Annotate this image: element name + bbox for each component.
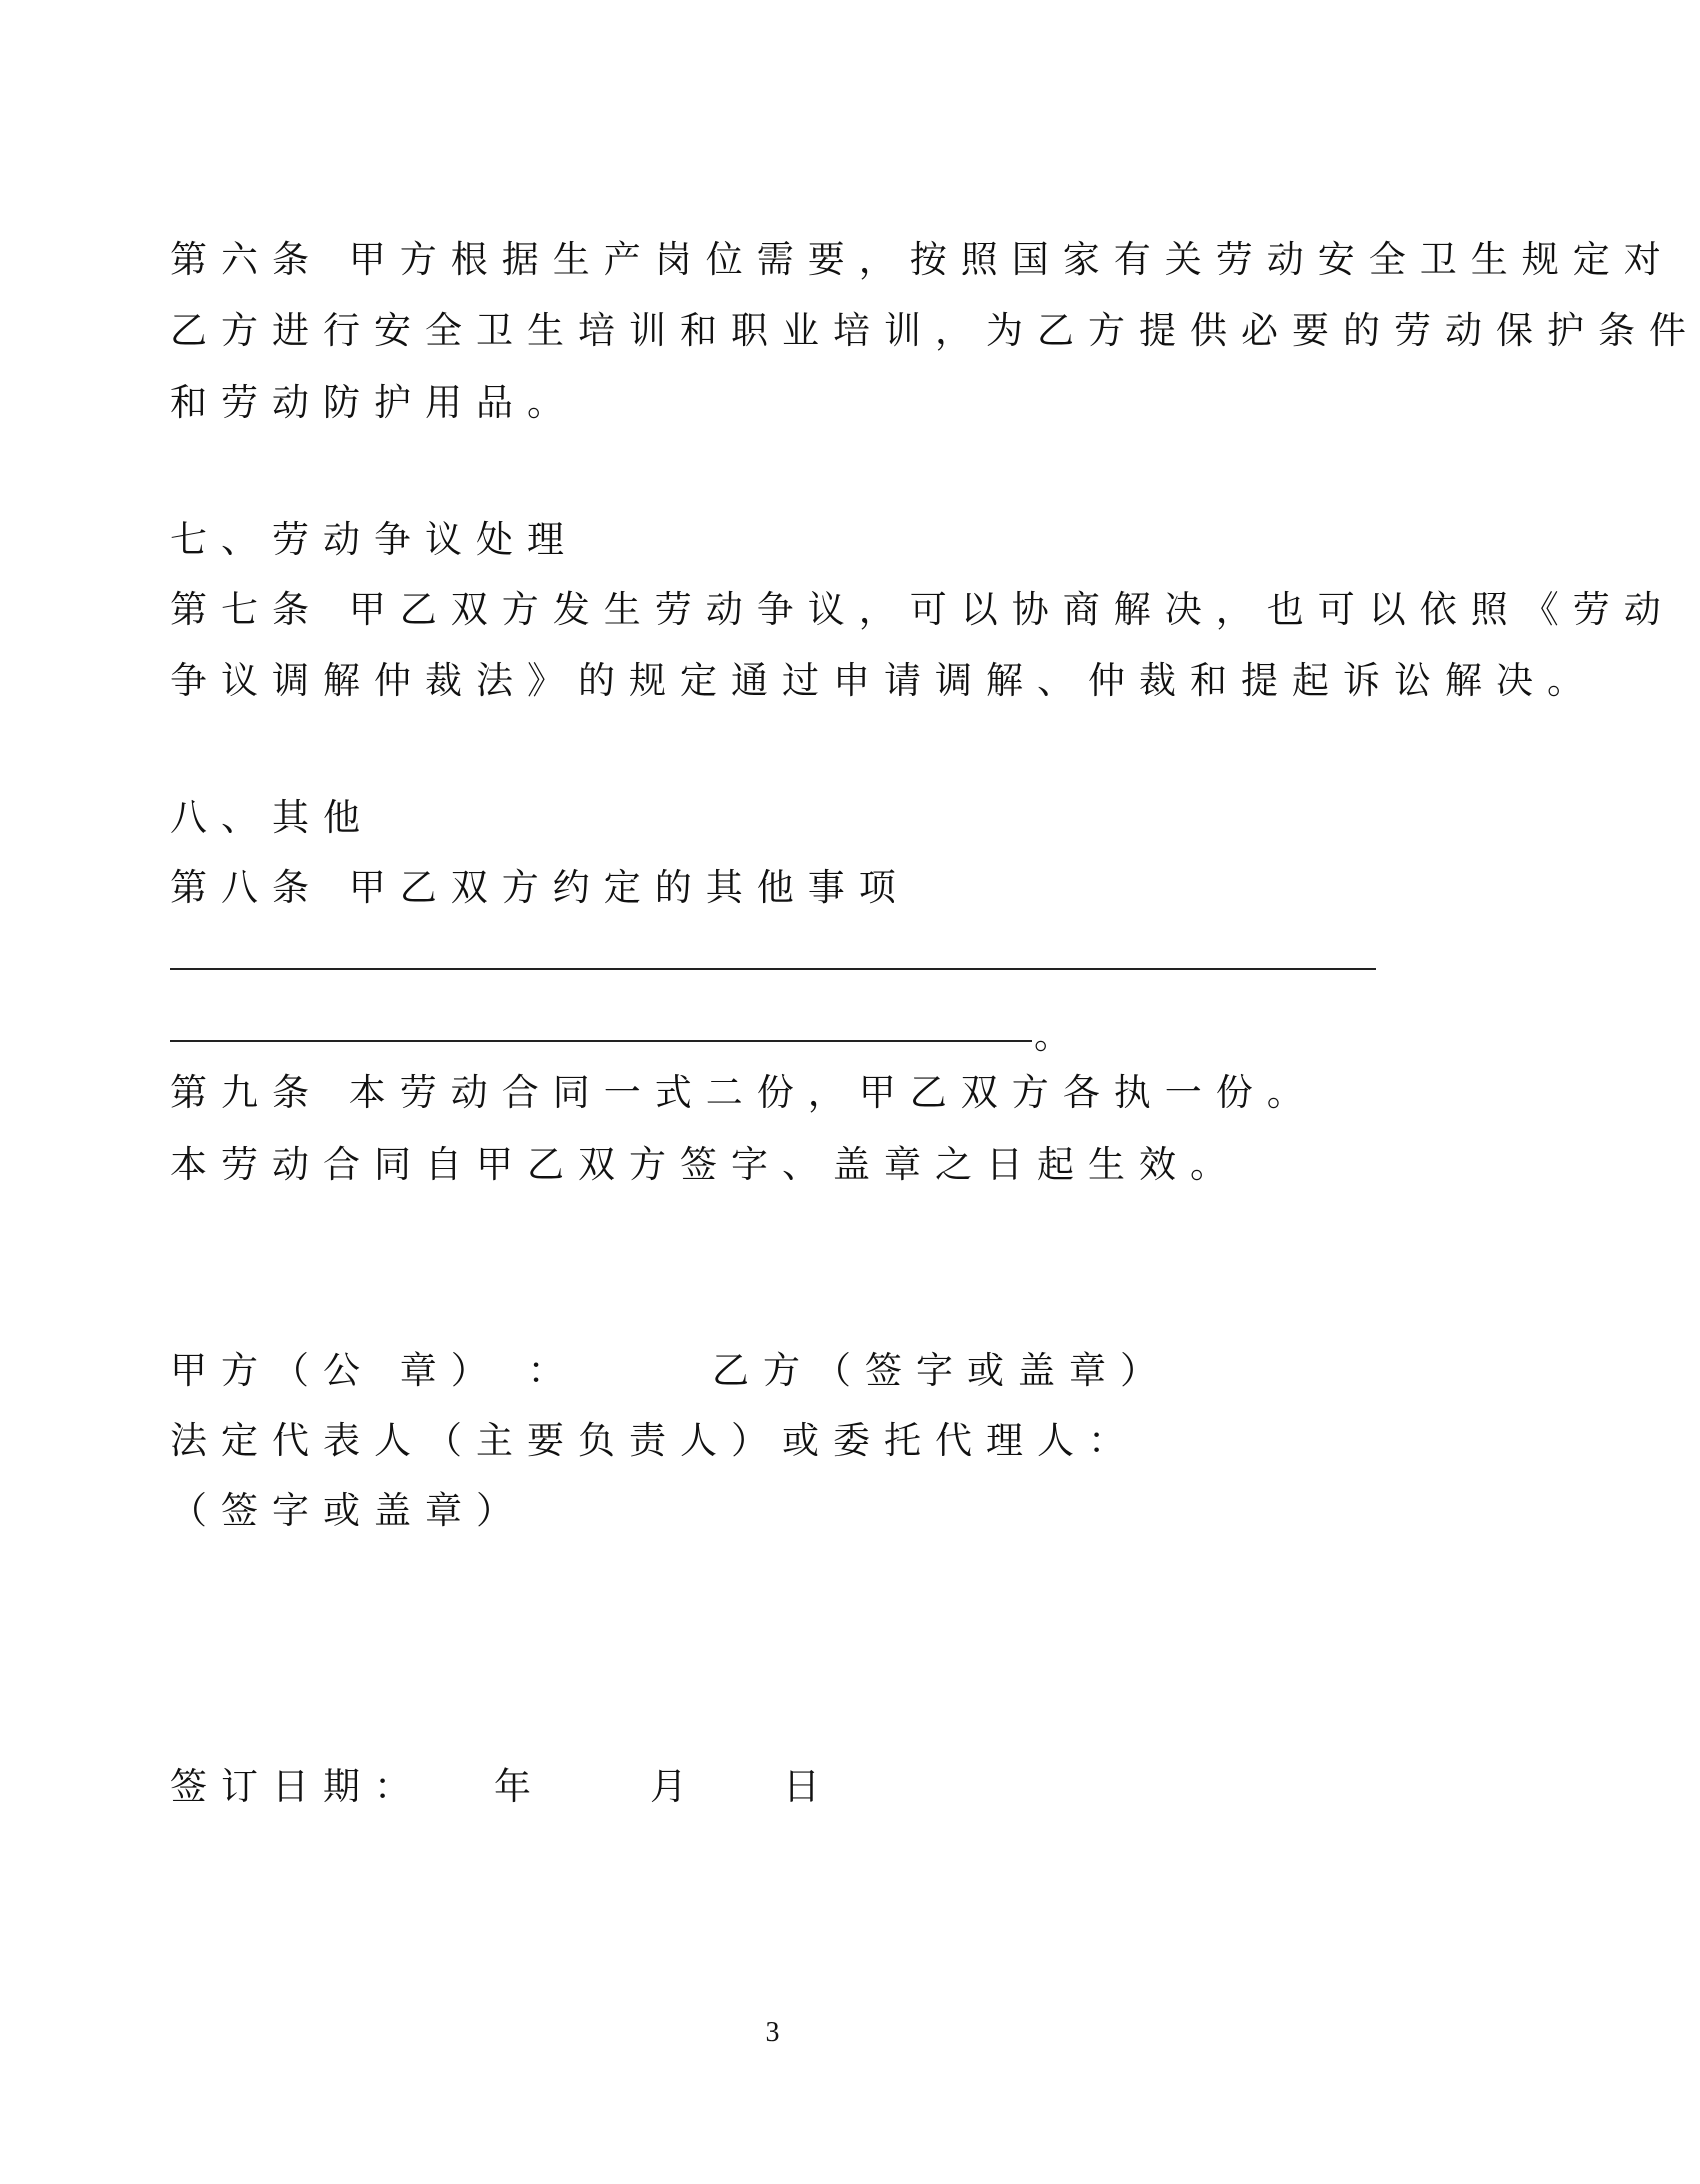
effective-clause: 本劳动合同自甲乙双方签字、盖章之日起生效。 [170,1143,1241,1186]
party-a-seal-label: 甲方（公 章） ： [170,1349,579,1392]
party-b-sign-label: 乙方（签字或盖章） [712,1349,1171,1392]
article-6-line-3: 和劳动防护用品。 [170,381,578,424]
page-number: 3 [765,2017,780,2048]
article-6-line-1: 第六条 甲方根据生产岗位需要，按照国家有关劳动安全卫生规定对 [170,238,1675,281]
article-7-line-1: 第七条 甲乙双方发生劳动争议，可以协商解决，也可以依照《劳动 [170,588,1675,631]
section-8-heading: 八、其他 [170,796,374,839]
blank-line-1 [170,968,1376,970]
sign-or-seal-note: （签字或盖章） [170,1489,527,1532]
article-8-text: 第八条 甲乙双方约定的其他事项 [170,866,910,909]
article-7-line-2: 争议调解仲裁法》的规定通过申请调解、仲裁和提起诉讼解决。 [170,659,1598,702]
section-7-heading: 七、劳动争议处理 [170,518,578,561]
sign-date-label: 签订日期： [170,1765,425,1808]
article-9-text: 第九条 本劳动合同一式二份，甲乙双方各执一份。 [170,1071,1318,1114]
sign-date-month: 月 [650,1765,701,1808]
sign-date-year: 年 [494,1765,545,1808]
sign-date-day: 日 [783,1765,834,1808]
article-6-line-2: 乙方进行安全卫生培训和职业培训，为乙方提供必要的劳动保护条件 [170,309,1700,352]
legal-representative-label: 法定代表人（主要负责人）或委托代理人： [170,1419,1139,1462]
blank-line-2 [170,1040,1032,1042]
article-8-end-mark: 。 [1034,1014,1071,1057]
